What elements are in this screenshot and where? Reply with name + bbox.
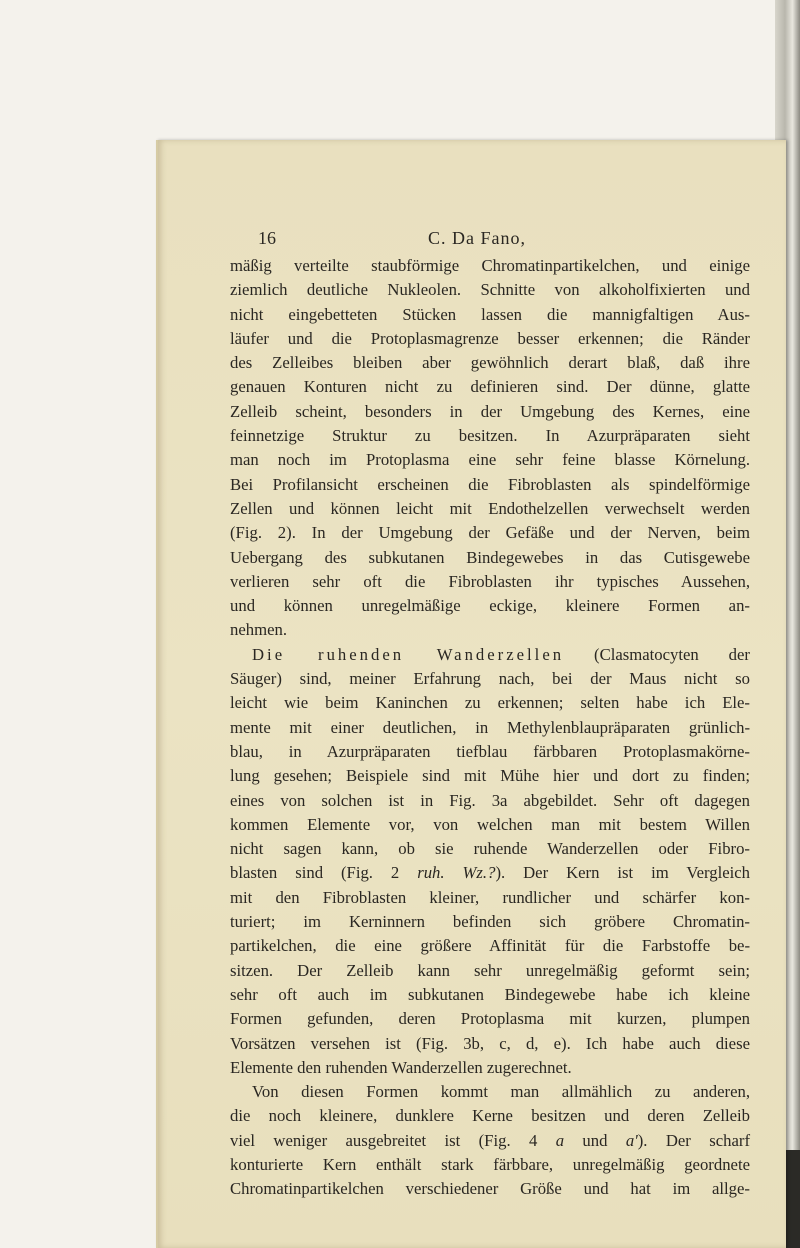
text-line: lung gesehen; Beispiele sind mit Mühe hier und dort zu finden; <box>230 766 750 786</box>
text-line: nehmen. <box>230 620 287 640</box>
figure-reference: ruh. Wz.? <box>417 863 496 883</box>
text-line: man noch im Protoplasma eine sehr feine blasse Körnelung. <box>230 450 750 470</box>
text-line: sehr oft auch im subkutanen Bindegewebe habe ich kleine <box>230 984 750 1004</box>
text-line: Uebergang des subkutanen Bindegewebes in das Cutisgewebe <box>230 547 750 567</box>
paragraph-wanderzellen <box>230 643 750 1080</box>
text-line: blau, in Azurpräparaten tiefblau färbbaren Protoplasmakörne- <box>230 741 750 761</box>
figure-reference: a <box>555 1130 565 1150</box>
text-line: sitzen. Der Zelleib kann sehr unregelmäßig geformt sein; <box>230 960 750 980</box>
text-line: mente mit einer deutlichen, in Methylenblaupräparaten grünlich- <box>230 717 750 737</box>
text-line: eines von solchen ist in Fig. 3a abgebildet. Sehr oft dagegen <box>230 790 750 810</box>
text-line: läufer und die Protoplasmagrenze besser erkennen; die Ränder <box>230 328 750 348</box>
text-line: Von diesen Formen kommt man allmählich zu anderen, <box>252 1082 750 1102</box>
text-line: Elemente den ruhenden Wanderzellen zugerechnet. <box>230 1057 572 1077</box>
text-line: (Fig. 2). In der Umgebung der Gefäße und der Nerven, beim <box>230 523 750 543</box>
text-line: mit den Fibroblasten kleiner, rundlicher und schärfer kon- <box>230 887 750 907</box>
text-line: die noch kleinere, dunklere Kerne besitzen und deren Zelleib <box>230 1106 750 1126</box>
text-line: leicht wie beim Kaninchen zu erkennen; selten habe ich Ele- <box>230 693 750 713</box>
text-line: konturierte Kern enthält stark färbbare, unregelmäßig geordnete <box>230 1154 750 1174</box>
text-line: verlieren sehr oft die Fibroblasten ihr typisches Aussehen, <box>230 571 750 591</box>
text-line: nicht eingebetteten Stücken lassen die mannigfaltigen Aus- <box>230 304 750 324</box>
body-text <box>230 254 750 1202</box>
book-spine-shadow <box>786 1150 800 1248</box>
page-number: 16 <box>258 228 276 248</box>
text-line: viel weniger ausgebreitet ist (Fig. 4 a und a'). Der scharf <box>230 1130 750 1150</box>
text-line: partikelchen, die eine größere Affinität für die Farbstoffe be- <box>230 936 750 956</box>
text-line: blasten sind (Fig. 2 ruh. Wz.?). Der Kern ist im Vergleich <box>230 863 750 883</box>
text-line: und können unregelmäßige eckige, kleinere Formen an- <box>230 596 750 616</box>
text-line: Säuger) sind, meiner Erfahrung nach, bei der Maus nicht so <box>230 669 750 689</box>
text-line: mäßig verteilte staubförmige Chromatinpartikelchen, und einige <box>230 256 750 275</box>
text-line: Formen gefunden, deren Protoplasma mit kurzen, plumpen <box>230 1009 750 1029</box>
spaced-term: Die ruhenden Wanderzellen <box>252 644 565 664</box>
paragraph-fibroblasten <box>230 254 750 643</box>
text-line: feinnetzige Struktur zu besitzen. In Azurpräparaten sieht <box>230 426 750 446</box>
text-line: kommen Elemente vor, von welchen man mit bestem Willen <box>230 814 750 834</box>
text-line: des Zelleibes bleiben aber gewöhnlich derart blaß, daß ihre <box>230 353 750 373</box>
text-line: Chromatinpartikelchen verschiedener Größe und hat im allge- <box>230 1179 750 1199</box>
text-line: ziemlich deutliche Nukleolen. Schnitte von alkoholfixierten und <box>230 280 750 300</box>
text-line: turiert; im Kerninnern befinden sich gröbere Chromatin- <box>230 912 750 932</box>
text-line: nicht sagen kann, ob sie ruhende Wanderzellen oder Fibro- <box>230 839 750 859</box>
text-line: genauen Konturen nicht zu definieren sind. Der dünne, glatte <box>230 377 750 397</box>
text-line: Vorsätzen versehen ist (Fig. 3b, c, d, e). Ich habe auch diese <box>230 1033 750 1053</box>
text-line: Zelleib scheint, besonders in der Umgebung des Kernes, eine <box>230 401 750 421</box>
text-line: Bei Profilansicht erscheinen die Fibroblasten als spindelförmige <box>230 474 750 494</box>
figure-reference: a' <box>625 1130 638 1150</box>
paragraph-kleinere-kerne <box>230 1080 750 1201</box>
running-head: C. Da Fano, <box>428 228 526 248</box>
text-line: Die ruhenden Wanderzellen (Clasmatocyten der <box>252 644 750 664</box>
text-line: Zellen und können leicht mit Endothelzellen verwechselt werden <box>230 498 750 518</box>
page-header <box>258 228 778 254</box>
